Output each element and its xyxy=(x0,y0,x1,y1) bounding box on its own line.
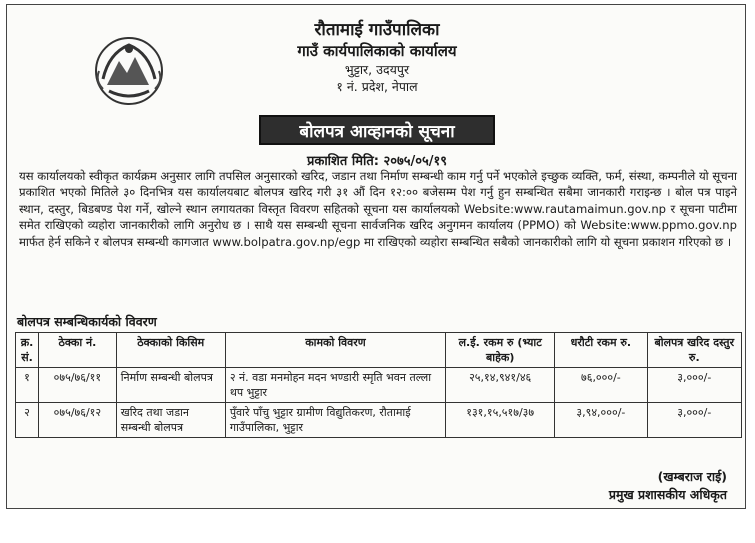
office-name: गाउँ कार्यपालिकाको कार्यालय xyxy=(297,42,457,60)
cell-contract-type: खरिद तथा जडान सम्बन्धी बोलपत्र xyxy=(116,403,225,438)
office-location: भुट्टार, उदयपुर xyxy=(344,62,410,77)
cell-contract-no: ०७५/७६/११ xyxy=(39,368,117,403)
notice-frame xyxy=(6,4,746,509)
cell-work-description: २ नं. वडा मनमोहन मदन भण्डारी स्मृति भवन तल्ला थप भुट्टार xyxy=(225,368,445,403)
cell-serial: १ xyxy=(16,368,39,403)
notice-title: बोलपत्र आव्हानको सूचना xyxy=(259,115,495,145)
signatory-name: (खम्बराज राई) xyxy=(657,469,727,484)
cell-serial: २ xyxy=(16,403,39,438)
municipality-name: रौतामाई गाउँपालिका xyxy=(314,20,440,40)
header-estimate-amount: ल.ई. रकम रु (भ्याट बाहेक) xyxy=(446,333,555,368)
table-title: बोलपत्र सम्बन्धिकार्यको विवरण xyxy=(17,314,157,329)
cell-estimate-amount: २५,१४,९४१/४६ xyxy=(446,368,555,403)
contracts-table xyxy=(15,332,742,438)
published-date: प्रकाशित मिति: २०७५/०५/१९ xyxy=(306,154,448,169)
table-row xyxy=(16,403,742,438)
cell-bid-fee: ३,०००/- xyxy=(647,403,741,438)
province-line: १ नं. प्रदेश, नेपाल xyxy=(336,79,418,94)
table-header-row xyxy=(16,333,742,368)
table-row xyxy=(16,368,742,403)
cell-bid-fee: ३,०००/- xyxy=(647,368,741,403)
signatory-title: प्रमुख प्रशासकीय अधिकृत xyxy=(608,487,727,502)
office-header xyxy=(7,19,747,95)
cell-contract-type: निर्माण सम्बन्धी बोलपत्र xyxy=(116,368,225,403)
cell-deposit-amount: ३,९४,०००/- xyxy=(555,403,647,438)
header-serial: क्र. सं. xyxy=(16,333,39,368)
cell-contract-no: ०७५/७६/१२ xyxy=(39,403,117,438)
header-deposit-amount: धरौटी रकम रु. xyxy=(555,333,647,368)
cell-deposit-amount: ७६,०००/- xyxy=(555,368,647,403)
header-bid-fee: बोलपत्र खरिद दस्तुर रु. xyxy=(647,333,741,368)
header-contract-type: ठेक्काको किसिम xyxy=(116,333,225,368)
cell-work-description: पुँवारे पाँचु भुट्टार ग्रामीण विद्युतिकरण, रौतामाई गाउँपालिका, भुट्टार xyxy=(225,403,445,438)
header-contract-no: ठेक्का नं. xyxy=(39,333,117,368)
cell-estimate-amount: १३१,१५,५१७/३७ xyxy=(446,403,555,438)
header-work-description: कामको विवरण xyxy=(225,333,445,368)
notice-body: यस कार्यालयको स्वीकृत कार्यक्रम अनुसार लागि तपसिल अनुसारको खरिद, जडान तथा निर्माण सम्बन्धी काम गर्नु पर्ने भएकोले इच्छुक व्यक्ति, फर्म, संस्था, कम्पनीले यो सूचना प्रकाशित भएको मितिले ३० दिनभित्र यस कार्यालयबाट बोलपत्र खरिद गरी ३१ औं दिन १२:०० बजेसम्म पेश गर्नु हुन सम्बन्धित सबैमा जानकारी गराइन्छ । बोल पत्र पाइने स्थान, दस्तुर, बिडबण्ड पेश गर्ने, खोल्ने स्थान लगायतका विस्तृत विवरण सहितको सूचना यस कार्यालयको Website:www.rautamaimun.gov.np र सूचना पाटीमा समेत राखिएको व्यहोरा जानकारीको लागि अनुरोध छ । साथै यस सम्बन्धी सूचना सार्वजनिक खरिद अनुगमन कार्यालय (PPMO) को Website:www.ppmo.gov.np मार्फत हेर्न सकिने र बोलपत्र सम्बन्धी कागजात www.bolpatra.gov.np/egp मा राखिएको व्यहोरा सम्बन्धित सबैको जानकारीको लागि यो सूचना प्रकाशन गरिएको छ । xyxy=(19,169,737,249)
signature-block xyxy=(609,468,727,504)
